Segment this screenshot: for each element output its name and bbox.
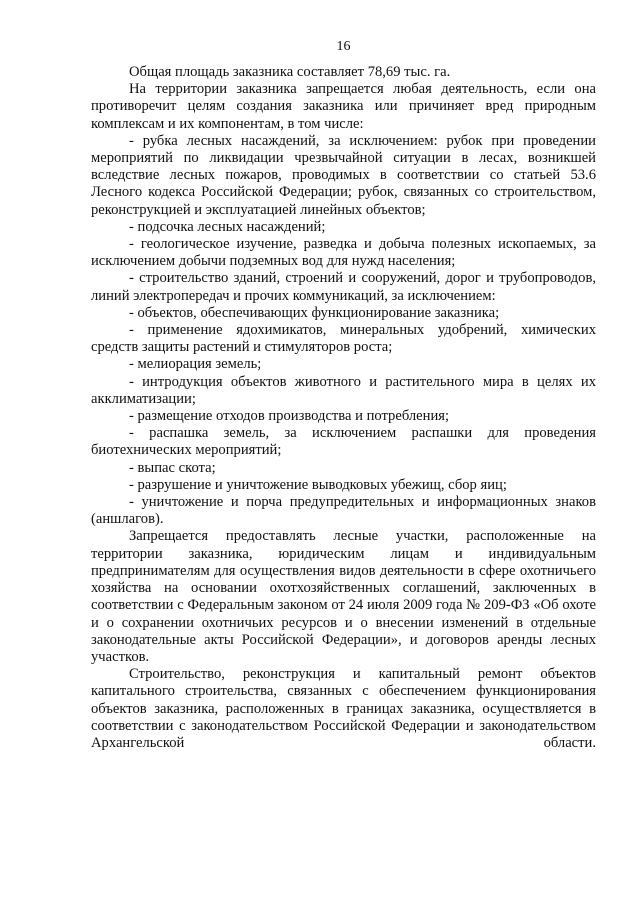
list-item-introduction: - интродукция объектов животного и растительного мира в целях их акклиматизации; <box>91 373 596 407</box>
list-item-plowing: - распашка земель, за исключением распашки для проведения биотехнических мероприятий; <box>91 425 596 459</box>
document-page <box>91 0 596 905</box>
list-item-shelters: - разрушение и уничтожение выводковых убежищ, сбор яиц; <box>129 476 507 493</box>
page-number: 16 <box>336 39 351 54</box>
list-item-logging: - рубка лесных насаждений, за исключением: рубок при проведении мероприятий по ликвидации чрезвычайной ситуации в лесах, возникшей вследствие лесных пожаров, проводимых в соответствии со статьей 53.6 Лесного кодекса Российской Федерации; рубок, связанных со строительством, реконструкцией и эксплуатацией линейных объектов; <box>91 132 596 218</box>
list-item-grazing: - выпас скота; <box>129 459 216 476</box>
list-item-geology: - геологическое изучение, разведка и добыча полезных ископаемых, за исключением добычи подземных вод для нужд населения; <box>91 236 596 270</box>
paragraph-total-area: Общая площадь заказника составляет 78,69 тыс. га. <box>129 64 451 80</box>
list-item-tapping: - подсочка лесных насаждений; <box>129 218 326 235</box>
document-body <box>91 64 596 752</box>
list-item-exception-objects: - объектов, обеспечивающих функционирование заказника; <box>129 304 500 321</box>
list-item-construction: - строительство зданий, строений и сооружений, дорог и трубопроводов, линий электропередач и прочих коммуникаций, за исключением: <box>91 270 596 304</box>
paragraph-construction: Строительство, реконструкция и капитальный ремонт объектов капитального строительства, связанных с обеспечением функционирования объектов заказника, расположенных в границах заказника, осуществляется в соответствии с законодательством Российской Федерации и законодательством Архангельской области. <box>91 666 596 751</box>
list-item-melioration: - мелиорация земель; <box>129 356 262 373</box>
list-item-signs: - уничтожение и порча предупредительных и информационных знаков (аншлагов). <box>91 494 596 528</box>
list-item-waste: - размещение отходов производства и потребления; <box>129 408 450 425</box>
paragraph-forest-plots: Запрещается предоставлять лесные участки, расположенные на территории заказника, юридическим лицам и индивидуальным предпринимателям для осуществления видов деятельности в сфере охотничьего хозяйства на основании охотхозяйственных соглашений, заключенных в соответствии с Федеральным законом от 24 июля 2009 года № 209-ФЗ «Об охоте и о сохранении охотничьих ресурсов и о внесении изменений в отдельные законодательные акты Российской Федерации», и договоров аренды лесных участков. <box>91 528 596 665</box>
list-item-chemicals: - применение ядохимикатов, минеральных удобрений, химических средств защиты растений и стимуляторов роста; <box>91 322 596 356</box>
paragraph-prohibitions-intro: На территории заказника запрещается любая деятельность, если она противоречит целям создания заказника или причиняет вред природным комплексам и их компонентам, в том числе: <box>91 81 596 132</box>
